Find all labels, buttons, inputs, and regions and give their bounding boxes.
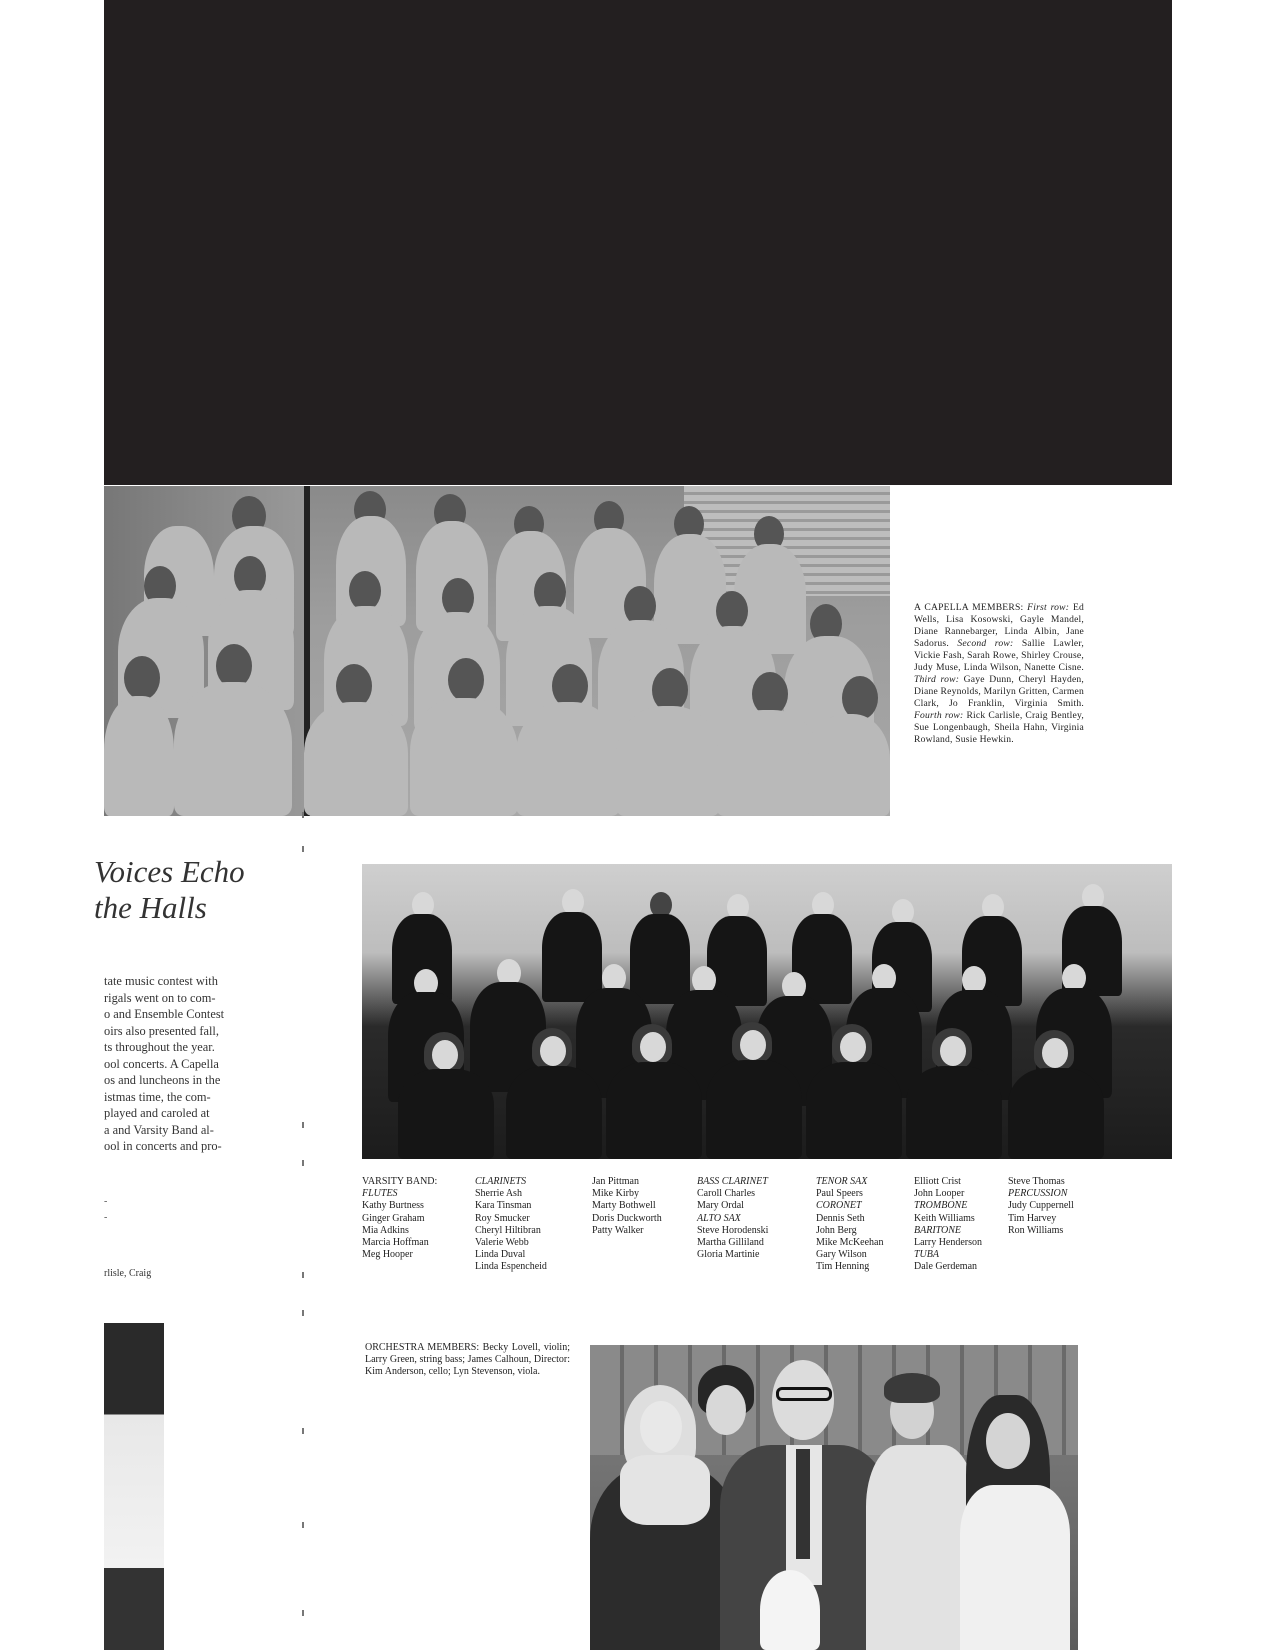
band-member-name: Dennis Seth (816, 1212, 865, 1224)
band-member-face (540, 1036, 566, 1066)
student-blouse (960, 1485, 1070, 1650)
gutter-mark (302, 1610, 304, 1616)
band-column-6 (914, 1176, 982, 1274)
band-member-name: Kathy Burtness (362, 1200, 424, 1212)
gutter-mark (302, 1272, 304, 1278)
headline-line: Voices Echo (94, 854, 245, 889)
band-member-name: Steve Thomas (1008, 1176, 1065, 1187)
singer-robe (516, 702, 620, 816)
band-member-name: Jan Pittman (592, 1176, 639, 1187)
gutter-mark (302, 1122, 304, 1128)
band-member-face (640, 1032, 666, 1062)
varsity-band-photo (362, 864, 1172, 1159)
band-uniform (1008, 1068, 1104, 1159)
band-member-name: Steve Horodenski (697, 1224, 769, 1236)
band-member-name: Ron Williams (1008, 1224, 1064, 1236)
instrument-section-label: BASS CLARINET (697, 1176, 768, 1187)
instrument-section-label: FLUTES (362, 1188, 398, 1200)
singer-robe (174, 682, 292, 816)
band-member-name: Mia Adkins (362, 1224, 409, 1236)
dash-mark: - (104, 1212, 108, 1223)
body-text-line: a and Varsity Band al- (104, 1122, 214, 1137)
gutter-mark (302, 1310, 304, 1316)
student-hair (884, 1373, 940, 1403)
band-uniform (706, 1060, 802, 1159)
row-names: Sallie Lawler, Vickie Fash, Sarah Rowe, Shirley Crouse, Judy Muse, Linda Wilson, Nanette Cisne. (914, 638, 1085, 673)
band-member-name: John Looper (914, 1188, 965, 1200)
headline-line: the Halls (94, 890, 207, 925)
band-member-face (940, 1036, 966, 1066)
band-member-name: Caroll Charles (697, 1188, 756, 1200)
band-member-name: Larry Henderson (914, 1237, 983, 1249)
band-member-name: John Berg (816, 1224, 857, 1236)
instrument-section-label: TUBA (914, 1249, 939, 1261)
band-uniform (398, 1069, 494, 1159)
band-member-name: Linda Duval (475, 1249, 526, 1261)
band-member-name: Kara Tinsman (475, 1200, 532, 1212)
band-uniform (906, 1066, 1002, 1159)
instrument-section-label: BARITONE (914, 1224, 962, 1236)
band-member-name: Tim Henning (816, 1261, 870, 1273)
necktie (796, 1449, 810, 1559)
student-face (986, 1413, 1030, 1469)
band-member-name: Mike Kirby (592, 1188, 639, 1200)
singer-robe (304, 702, 408, 816)
band-member-face (1042, 1038, 1068, 1068)
instrument-section-label: TENOR SAX (816, 1176, 868, 1187)
band-member-name: Ginger Graham (362, 1212, 425, 1224)
band-column-1 (362, 1176, 437, 1261)
glasses-icon (776, 1387, 832, 1401)
band-member-name: Mary Ordal (697, 1200, 744, 1212)
band-column-7 (1008, 1176, 1074, 1237)
gutter-mark (302, 1428, 304, 1434)
singer-robe (104, 696, 174, 816)
band-member-face (740, 1030, 766, 1060)
body-text-line: rigals went on to com- (104, 990, 216, 1005)
singer-head (124, 656, 160, 700)
body-text-column (104, 973, 246, 1155)
gutter-mark (302, 1160, 304, 1166)
band-member-name: VARSITY BAND: (362, 1176, 438, 1187)
gutter-mark (302, 1522, 304, 1528)
band-uniform (606, 1062, 702, 1159)
caption-lead: A CAPELLA MEMBERS: (914, 602, 1024, 613)
singer-robe (616, 706, 720, 816)
band-member-name: Mike McKeehan (816, 1237, 884, 1249)
singer-head (716, 591, 748, 631)
band-member-name: Valerie Webb (475, 1237, 529, 1249)
lace-collar (620, 1455, 710, 1525)
cropped-left-photo (104, 1323, 164, 1650)
body-text-line: ool in concerts and pro- (104, 1139, 222, 1153)
body-text-line: ool concerts. A Capella (104, 1056, 219, 1071)
singer-robe (808, 714, 890, 816)
band-member-name: Doris Duckworth (592, 1212, 662, 1224)
band-member-name: Gloria Martinie (697, 1249, 760, 1261)
singer-robe (410, 698, 518, 816)
cello-scroll (760, 1570, 820, 1650)
band-uniform (506, 1066, 602, 1159)
band-member-name: Patty Walker (592, 1224, 644, 1236)
band-member-name: Gary Wilson (816, 1249, 867, 1261)
cut-off-caption-fragment: rlisle, Craig (104, 1268, 152, 1279)
band-uniform (542, 912, 602, 1002)
band-column-5 (816, 1176, 883, 1274)
band-member-name: Dale Gerdeman (914, 1261, 978, 1273)
band-member-face (840, 1032, 866, 1062)
student-face (706, 1385, 746, 1435)
row-names: Ed Wells, Lisa Kosowski, Gayle Mandel, Diane Rannebarger, Linda Albin, Jane Sadorus. (914, 602, 1084, 649)
row-names: Rick Carlisle, Craig Bentley, Sue Longenbaugh, Sheila Hahn, Virginia Rowland, Susie Hewkin. (914, 710, 1084, 745)
band-column-2 (475, 1176, 547, 1274)
band-member-name: Sherrie Ash (475, 1188, 522, 1200)
body-text-line: tate music contest with (104, 974, 218, 988)
band-member-face (432, 1040, 458, 1070)
orchestra-photo (590, 1345, 1078, 1650)
a-capella-group-photo (104, 486, 890, 816)
row-label: Fourth row: (914, 710, 964, 721)
page-headline (94, 854, 314, 926)
body-text-line: o and Ensemble Contest (104, 1007, 225, 1021)
body-text-line: played and caroled at (104, 1106, 210, 1120)
instrument-section-label: PERCUSSION (1008, 1188, 1068, 1200)
body-text-line: ts throughout the year. (104, 1040, 215, 1054)
body-text-line: os and luncheons in the (104, 1073, 221, 1087)
band-member-name: Paul Speers (816, 1188, 863, 1200)
gutter-mark (302, 812, 304, 818)
band-member-name: Linda Espencheid (475, 1261, 547, 1273)
row-label: Third row: (914, 674, 960, 685)
gutter-mark (302, 846, 304, 852)
black-header-band (104, 0, 1172, 485)
band-member-name: Martha Gilliland (697, 1237, 764, 1249)
instrument-section-label: CLARINETS (475, 1176, 527, 1187)
dash-mark: - (104, 1196, 108, 1207)
band-member-name: Cheryl Hiltibran (475, 1224, 541, 1236)
student-face (640, 1401, 682, 1453)
row-label: Second row: (957, 638, 1014, 649)
band-member-name: Judy Cuppernell (1008, 1200, 1074, 1212)
singer-robe (716, 710, 820, 816)
instrument-section-label: TROMBONE (914, 1200, 968, 1212)
band-column-4 (697, 1176, 768, 1261)
body-text-line: oirs also presented fall, (104, 1023, 219, 1038)
band-member-name: Elliott Crist (914, 1176, 961, 1187)
band-uniform (806, 1062, 902, 1159)
band-member-name: Marcia Hoffman (362, 1237, 429, 1249)
band-member-name: Meg Hooper (362, 1249, 413, 1261)
band-uniform (630, 914, 690, 1004)
singer-head (448, 658, 484, 702)
band-member-name: Marty Bothwell (592, 1200, 656, 1212)
singer-head (349, 571, 381, 611)
body-text-line: istmas time, the com- (104, 1089, 211, 1104)
band-column-3 (592, 1176, 662, 1237)
row-label: First row: (1027, 602, 1070, 613)
instrument-section-label: CORONET (816, 1200, 862, 1212)
band-member-name: Roy Smucker (475, 1212, 530, 1224)
band-member-name: Tim Harvey (1008, 1212, 1057, 1224)
band-member-name: Keith Williams (914, 1212, 975, 1224)
row-names: Gaye Dunn, Cheryl Hayden, Diane Reynolds, Marilyn Gritten, Carmen Clark, Jo Franklin, Virginia Smith. (914, 674, 1085, 709)
a-capella-caption (914, 602, 1084, 746)
instrument-section-label: ALTO SAX (697, 1212, 741, 1224)
orchestra-caption: ORCHESTRA MEMBERS: Becky Lovell, violin; Larry Green, string bass; James Calhoun, Director: Kim Anderson, cello; Lyn Stevenson, viola. (365, 1342, 570, 1378)
